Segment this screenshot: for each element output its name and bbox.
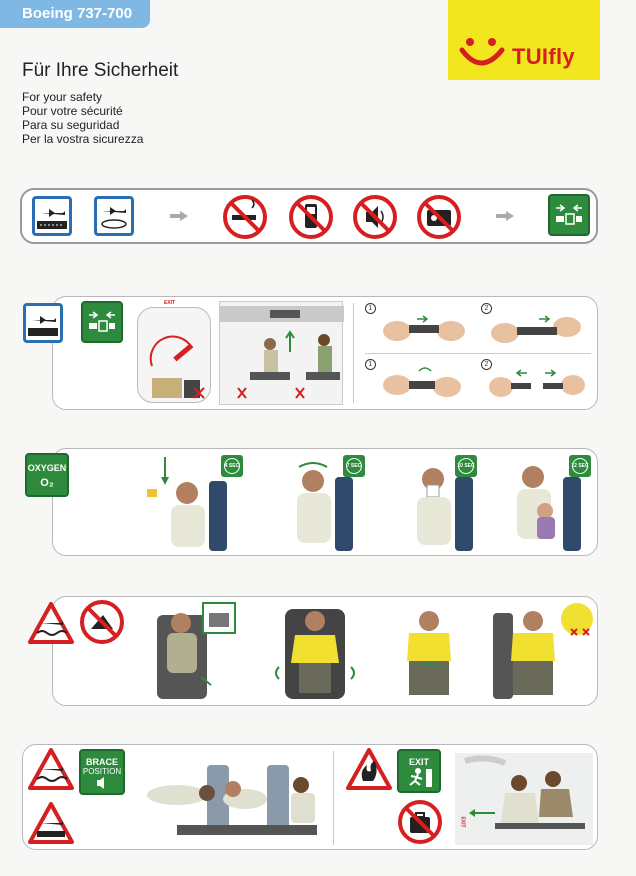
seatbelt-tighten-hands-icon bbox=[487, 307, 587, 347]
cabin-luggage-illustration bbox=[219, 301, 343, 405]
fire-warning-icon bbox=[345, 747, 393, 791]
step-number: 1 bbox=[365, 359, 376, 370]
evacuation-illustration bbox=[455, 753, 593, 845]
aircraft-type-tab: Boeing 737-700 bbox=[0, 0, 150, 28]
no-baggage-icon bbox=[397, 799, 443, 845]
title-translation-it: Per la vostra sicurezza bbox=[22, 132, 144, 146]
arrow-right-icon-2 bbox=[496, 211, 514, 221]
title-block bbox=[22, 60, 178, 146]
no-radio-icon bbox=[416, 194, 462, 240]
brace-position-sign bbox=[79, 749, 125, 795]
page-title: Für Ihre Sicherheit bbox=[22, 60, 179, 81]
panel-takeoff-landing bbox=[20, 188, 598, 244]
panel-oxygen bbox=[27, 448, 598, 556]
step-number: 2 bbox=[481, 359, 492, 370]
life-vest-put-on-illustration bbox=[265, 601, 365, 703]
airline-logo bbox=[448, 0, 600, 80]
step-number: 1 bbox=[365, 303, 376, 314]
takeoff-sign bbox=[32, 196, 72, 236]
seatbelt-fasten-hands-icon bbox=[379, 307, 469, 347]
arrow-right-icon bbox=[170, 211, 188, 221]
water-landing-warning-icon bbox=[27, 601, 75, 645]
running-person-icon bbox=[404, 767, 434, 789]
title-translation-en: For your safety bbox=[22, 90, 103, 104]
seatbelt-buckle-icon-2 bbox=[83, 303, 121, 341]
timer-12-sec: 12 SEC bbox=[569, 455, 591, 477]
seatbelt-release-hands-icon bbox=[487, 363, 587, 403]
panel-divider-2 bbox=[333, 751, 334, 845]
door-handle-icon bbox=[138, 308, 210, 402]
oxygen-mask-drop-illustration bbox=[135, 455, 235, 555]
oxygen-sign-label: OXYGEN bbox=[27, 463, 67, 473]
seatbelt-buckle-icon bbox=[550, 196, 588, 234]
brace-sign-sub: POSITION bbox=[82, 767, 122, 776]
life-vest-under-seat-illustration bbox=[157, 601, 253, 703]
step-number: 2 bbox=[481, 303, 492, 314]
evacuating-passengers-icon bbox=[455, 753, 593, 845]
step-divider bbox=[365, 353, 591, 354]
floor-exit-label: EXIT bbox=[459, 816, 466, 828]
landing-sign bbox=[94, 196, 134, 236]
fasten-seatbelt-sign bbox=[548, 194, 590, 236]
takeoff-sign-2 bbox=[23, 303, 63, 343]
exit-door-label: EXIT bbox=[164, 300, 176, 306]
no-inflate-inside-icon bbox=[79, 599, 125, 645]
brace-sign-label: BRACE bbox=[85, 757, 118, 767]
panel-life-vest bbox=[52, 596, 598, 706]
ground-landing-warning-icon bbox=[27, 801, 75, 845]
timer-10-sec: 10 SEC bbox=[455, 455, 477, 477]
airplane-takeoff-icon-2 bbox=[26, 306, 60, 340]
exit-door-illustration bbox=[137, 300, 211, 403]
title-translation-fr: Pour votre sécurité bbox=[22, 104, 123, 118]
oxygen-sign bbox=[25, 453, 69, 497]
airplane-landing-icon bbox=[97, 199, 131, 233]
exit-sign bbox=[397, 749, 441, 793]
logo-text: TUIfly bbox=[512, 44, 575, 69]
panel-divider bbox=[353, 303, 354, 403]
title-translation-es: Para su seguridad bbox=[22, 118, 120, 132]
no-electronics-icon bbox=[352, 194, 398, 240]
smile-logo-icon bbox=[458, 34, 508, 74]
overhead-bin-icon bbox=[220, 302, 344, 406]
brace-position-illustration bbox=[137, 755, 325, 849]
no-mobile-phone-icon bbox=[288, 194, 334, 240]
timer-7-sec: 7 SEC bbox=[343, 455, 365, 477]
water-landing-warning-icon-2 bbox=[27, 747, 75, 791]
oxygen-sign-sub: O₂ bbox=[40, 477, 54, 489]
panel-brace-evacuation bbox=[22, 744, 598, 850]
speaker-icon bbox=[92, 777, 112, 789]
panel-seatbelt bbox=[52, 296, 598, 410]
no-smoking-icon bbox=[222, 194, 268, 240]
fasten-seatbelt-sign-2 bbox=[81, 301, 123, 343]
timer-4-sec: 4 SEC bbox=[221, 455, 243, 477]
airplane-takeoff-icon bbox=[35, 199, 69, 233]
life-vest-inflate-illustration bbox=[491, 601, 595, 703]
exit-sign-label: EXIT bbox=[408, 757, 429, 767]
life-vest-tighten-illustration bbox=[379, 601, 479, 703]
seatbelt-open-hands-icon bbox=[379, 363, 469, 403]
